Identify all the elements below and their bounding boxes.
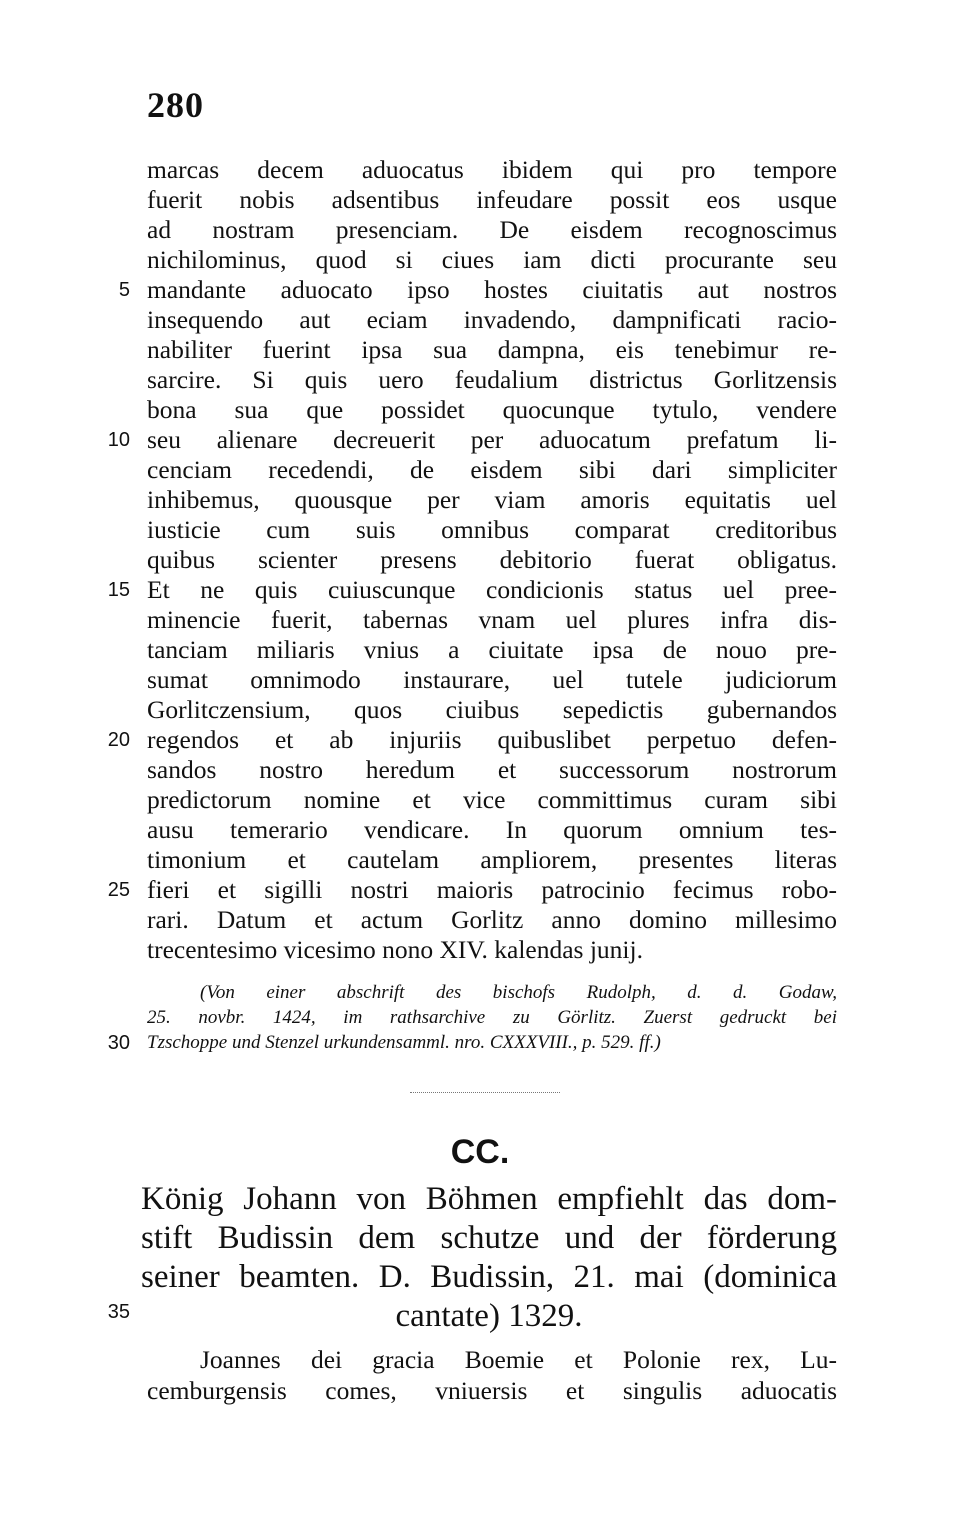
text-line: timonium et cautelam ampliorem, presentes literas [147,845,837,874]
text-line: trecentesimo vicesimo nono XIV. kalendas junij. [147,935,643,964]
line-number-10: 10 [107,429,130,451]
text-line: Joannes dei gracia Boemie et Polonie rex, Lu- [200,1345,837,1374]
text-line: regendos et ab injuriis quibuslibet perpetuo defen- [147,725,837,754]
line-number-5: 5 [118,279,130,301]
text-line: cemburgensis comes, vniuersis et singulis aduocatis [147,1376,837,1405]
line-number-20: 20 [107,729,130,751]
text-line: inhibemus, quousque per viam amoris equitatis uel [147,485,837,514]
text-line: seu alienare decreuerit per aduocatum prefatum li- [147,425,837,454]
line-number-35: 35 [107,1301,130,1323]
heading-line: stift Budissin dem schutze und der förderung [141,1220,837,1256]
text-line: predictorum nomine et vice committimus curam sibi [147,785,837,814]
heading-line: König Johann von Böhmen empfiehlt das dom- [141,1181,837,1217]
text-line: minencie fuerit, tabernas vnam uel plures infra dis- [147,605,837,634]
text-line: tanciam miliaris vnius a ciuitate ipsa de nouo pre- [147,635,837,664]
text-line: rari. Datum et actum Gorlitz anno domino millesimo [147,905,837,934]
text-line: insequendo aut eciam invadendo, dampnificati racio- [147,305,837,334]
text-line: Et ne quis cuiuscunque condicionis status uel pree- [147,575,837,604]
line-number-30: 30 [107,1032,130,1054]
text-line: marcas decem aduocatus ibidem qui pro tempore [147,155,837,184]
text-line: quibus scienter presens debitorio fuerat obligatus. [147,545,837,574]
text-line: fieri et sigilli nostri maioris patrocinio fecimus robo- [147,875,837,904]
heading-line: seiner beamten. D. Budissin, 21. mai (dominica [141,1259,837,1295]
text-line: fuerit nobis adsentibus infeudare possit eos usque [147,185,837,214]
text-line: nabiliter fuerint ipsa sua dampna, eis tenebimur re- [147,335,837,364]
text-line: Gorlitczensium, quos ciuibus sepedictis gubernandos [147,695,837,724]
text-line: sumat omnimodo instaurare, uel tutele judiciorum [147,665,837,694]
text-line: sarcire. Si quis uero feudalium districtus Gorlitzensis [147,365,837,394]
text-line: sandos nostro heredum et successorum nostrorum [147,755,837,784]
text-line: cenciam recedendi, de eisdem sibi dari simpliciter [147,455,837,484]
text-line: mandante aduocato ipso hostes ciuitatis aut nostros [147,275,837,304]
source-note-line: Tzschoppe und Stenzel urkundensamml. nro. CXXXVIII., p. 529. ff.) [147,1032,661,1053]
text-line: ad nostram presenciam. De eisdem recognoscimus [147,215,837,244]
source-note-line: (Von einer abschrift des bischofs Rudolph, d. d. Godaw, [200,982,837,1003]
heading-line: cantate) 1329. [395,1298,583,1334]
text-line: nichilominus, quod si ciues iam dicti procurante seu [147,245,837,274]
document-number: CC. [450,1133,510,1171]
text-line: iusticie cum suis omnibus comparat creditoribus [147,515,837,544]
text-line: bona sua que possidet quocunque tytulo, vendere [147,395,837,424]
page-number: 280 [147,85,204,125]
line-number-15: 15 [107,579,130,601]
text-line: ausu temerario vendicare. In quorum omnium tes- [147,815,837,844]
line-number-25: 25 [107,879,130,901]
source-note-line: 25. novbr. 1424, im rathsarchive zu Görlitz. Zuerst gedruckt bei [147,1007,837,1028]
section-divider [410,1092,560,1093]
